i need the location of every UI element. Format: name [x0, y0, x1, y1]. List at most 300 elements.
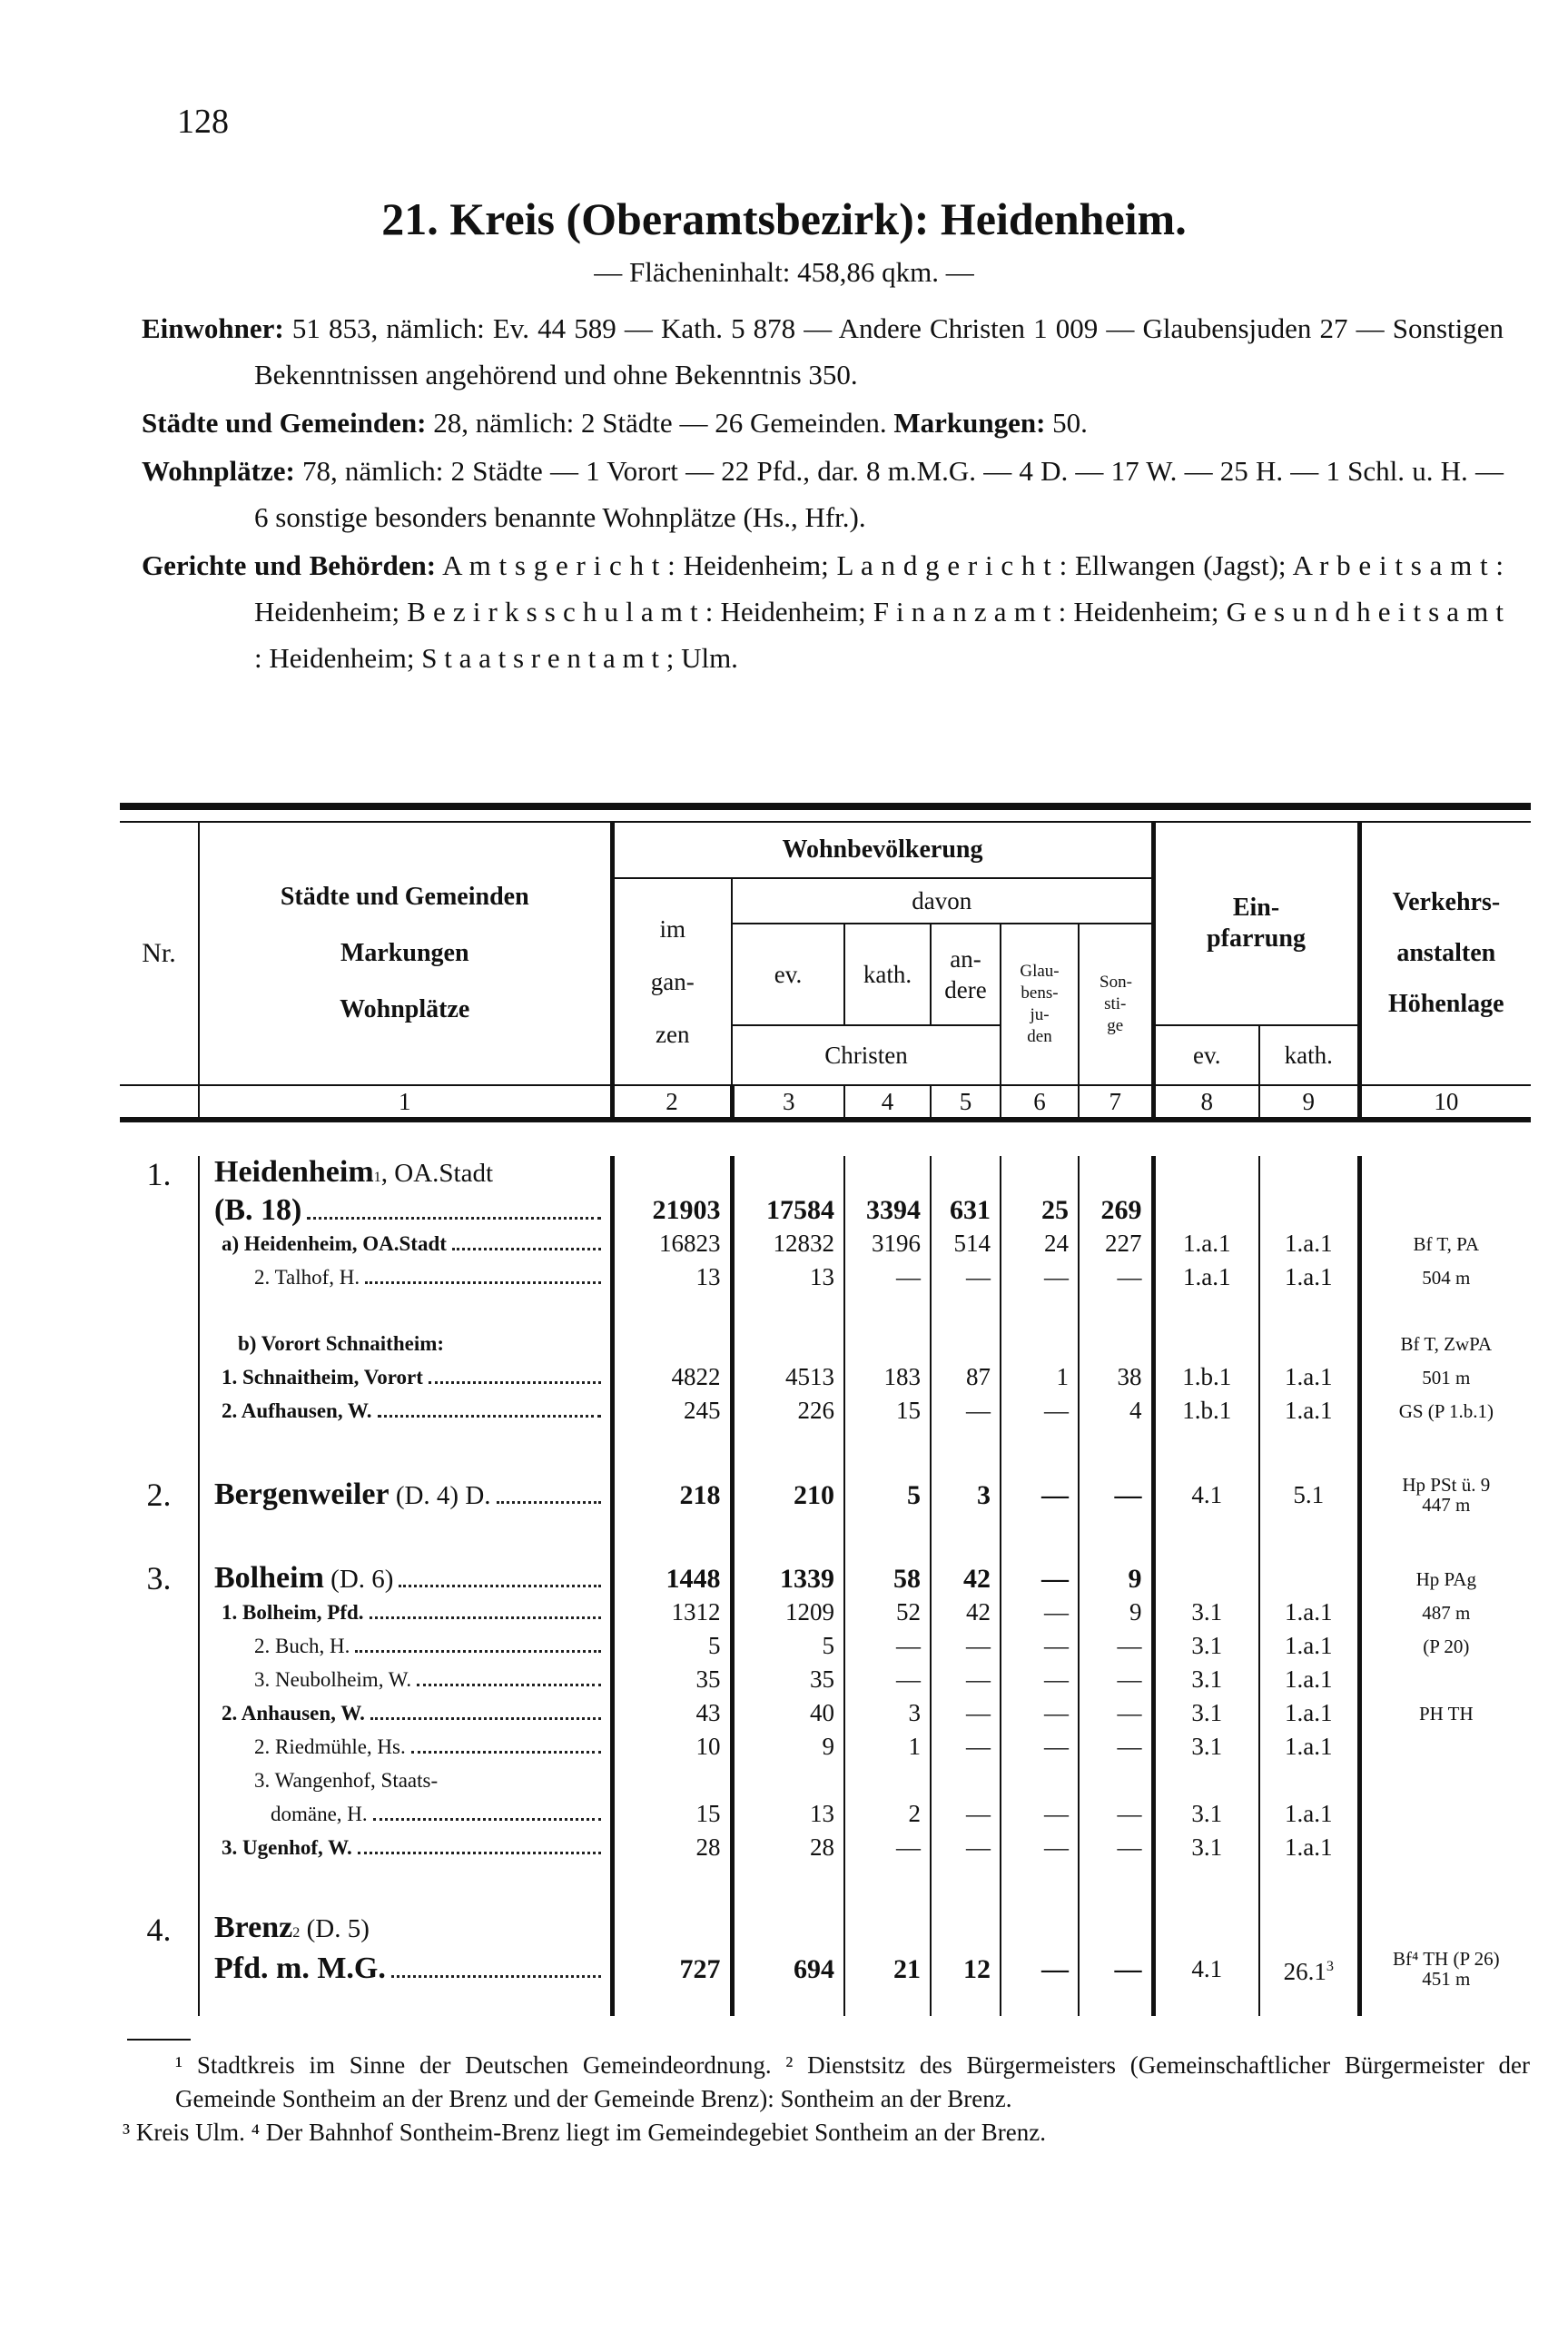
value-andere: —: [931, 1260, 1001, 1294]
value-pf-kath: [1259, 1764, 1359, 1797]
verkehr-text: Hp PSt ü. 9: [1402, 1474, 1491, 1496]
place-suffix: , OA.Stadt: [380, 1159, 494, 1188]
row-name-cell: [199, 1327, 612, 1360]
value-kath: 2: [844, 1797, 931, 1831]
intro-text: 51 853, nämlich: Ev. 44 589 — Kath. 5 878 — Andere Christen 1 009 — Glaubensjuden 27 — Sonstigen Bekenntnissen angehörend und ohne Bekenntnis 350.: [254, 312, 1504, 390]
row-name-cell: [199, 1912, 612, 1949]
value-ev: 1339: [732, 1562, 844, 1596]
value-kath: 3196: [844, 1227, 931, 1260]
value-sonstige: 4: [1079, 1394, 1153, 1428]
verkehr-text: 501 m: [1422, 1366, 1471, 1388]
verkehr-cell: [1359, 1394, 1531, 1428]
intro-label: Gerichte und Behörden:: [142, 549, 437, 581]
row-name-wrap: [205, 1328, 605, 1359]
value-juden: —: [1001, 1831, 1079, 1864]
spacer-cell: [612, 1515, 732, 1562]
table-header: [120, 806, 1531, 1120]
row-spacer: [120, 1294, 1531, 1327]
row-name-wrap: [205, 1630, 605, 1662]
intro-text: 50.: [1045, 407, 1088, 439]
spacer-cell: [612, 1989, 732, 2016]
value-pf-kath: 1.a.1: [1259, 1394, 1359, 1428]
table-row: [120, 1797, 1531, 1831]
row-name-cell: [199, 1797, 612, 1831]
value-andere: 42: [931, 1596, 1001, 1629]
value-juden: 1: [1001, 1360, 1079, 1394]
place-name: domäne, H.: [271, 1803, 368, 1825]
value-total: 43: [612, 1696, 732, 1730]
value-juden: [1001, 1764, 1079, 1797]
spacer-cell: [732, 1515, 844, 1562]
spacer-cell: [120, 1515, 199, 1562]
value-ev: 12832: [732, 1227, 844, 1260]
value-kath: 1: [844, 1730, 931, 1764]
row-number: [120, 1327, 199, 1360]
value-andere: 3: [931, 1475, 1001, 1515]
value-total: [612, 1327, 732, 1360]
column-number: 1: [199, 1085, 612, 1120]
header-name-line: Markungen: [340, 939, 469, 967]
value-pf-ev: 4.1: [1153, 1475, 1259, 1515]
value-kath: —: [844, 1663, 931, 1696]
row-number: [120, 1797, 199, 1831]
value-kath: —: [844, 1831, 931, 1864]
leader-dots: [497, 1501, 601, 1504]
value-sonstige: 38: [1079, 1360, 1153, 1394]
verkehr-text: (P 20): [1423, 1635, 1470, 1657]
spacer-cell: [1079, 1428, 1153, 1475]
value-ev: 28: [732, 1831, 844, 1864]
value-sonstige: —: [1079, 1730, 1153, 1764]
column-number: 9: [1259, 1085, 1359, 1120]
header-andere: an- dere: [931, 924, 1001, 1025]
value-sonstige: —: [1079, 1663, 1153, 1696]
value-sonstige: [1079, 1912, 1153, 1949]
value-pf-kath: 1.a.1: [1259, 1696, 1359, 1730]
value-kath: [844, 1156, 931, 1193]
value-pf-ev: 3.1: [1153, 1831, 1259, 1864]
table-row: [120, 1360, 1531, 1394]
row-name-wrap: [205, 1261, 605, 1293]
value-kath: 3: [844, 1696, 931, 1730]
value-kath: 183: [844, 1360, 931, 1394]
verkehr-text: 504 m: [1422, 1266, 1471, 1289]
row-number: [120, 1596, 199, 1629]
value-sonstige: —: [1079, 1475, 1153, 1515]
row-number: [120, 1394, 199, 1428]
header-christen: Christen: [732, 1025, 1001, 1085]
spacer-cell: [844, 1989, 931, 2016]
intro-wohnplaetze: [142, 448, 1504, 540]
column-number: 3: [732, 1085, 844, 1120]
place-name: Bolheim: [214, 1561, 324, 1595]
value-juden: 24: [1001, 1227, 1079, 1260]
verkehr-cell: [1359, 1475, 1531, 1515]
intro-label: Städte und Gemeinden:: [142, 407, 427, 439]
value-juden: [1001, 1327, 1079, 1360]
value-pf-ev: 1.b.1: [1153, 1360, 1259, 1394]
verkehr-cell: [1359, 1730, 1531, 1764]
spacer-cell: [1001, 1515, 1079, 1562]
leader-dots: [417, 1684, 600, 1686]
spacer-cell: [844, 1428, 931, 1475]
value-pf-ev: 4.1: [1153, 1949, 1259, 1989]
verkehr-text: PH TH: [1418, 1702, 1474, 1724]
spacer-cell: [1153, 1989, 1259, 2016]
value-pf-kath: 1.a.1: [1259, 1360, 1359, 1394]
verkehr-cell: [1359, 1596, 1531, 1629]
spacer-cell: [1079, 1294, 1153, 1327]
row-name-cell: [199, 1562, 612, 1596]
value-sonstige: [1079, 1327, 1153, 1360]
value-andere: —: [931, 1831, 1001, 1864]
value-sonstige: 227: [1079, 1227, 1153, 1260]
row-name-wrap: [205, 1361, 605, 1393]
table-row: [120, 1663, 1531, 1696]
spacer-cell: [1359, 1294, 1531, 1327]
value-ev: 4513: [732, 1360, 844, 1394]
leader-dots: [378, 1415, 601, 1418]
value-sonstige: —: [1079, 1260, 1153, 1294]
value-kath: 21: [844, 1949, 931, 1989]
place-name: 2. Talhof, H.: [254, 1266, 360, 1289]
place-name: 3. Neubolheim, W.: [254, 1668, 412, 1691]
spacer-cell: [732, 1864, 844, 1912]
spacer-cell: [1259, 1294, 1359, 1327]
value-ev: 13: [732, 1260, 844, 1294]
spacer-cell: [1079, 1864, 1153, 1912]
footnote: ³ Kreis Ulm. ⁴ Der Bahnhof Sontheim-Brenz liegt im Gemeindegebiet Sontheim an der Brenz.: [123, 2119, 1047, 2146]
leader-dots: [307, 1217, 600, 1220]
spacer-cell: [1079, 1515, 1153, 1562]
intro-section: [142, 305, 1504, 683]
row-name-cell: [199, 1227, 612, 1260]
value-ev: 17584: [732, 1193, 844, 1227]
value-andere: 42: [931, 1562, 1001, 1596]
value-pf-ev: 3.1: [1153, 1797, 1259, 1831]
spacer-cell: [1153, 1864, 1259, 1912]
value-total: 21903: [612, 1193, 732, 1227]
intro-behoerden: [142, 542, 1504, 681]
verkehr-cell: [1359, 1831, 1531, 1864]
spacer-cell: [1153, 1428, 1259, 1475]
row-name-wrap: [205, 1562, 605, 1596]
row-name-wrap: [205, 1912, 605, 1949]
table-row: [120, 1394, 1531, 1428]
value-kath: —: [844, 1629, 931, 1663]
spacer-cell: [732, 1294, 844, 1327]
place-name: 2. Anhausen, W.: [222, 1702, 365, 1724]
row-name-wrap: [205, 1952, 605, 1985]
value-andere: —: [931, 1663, 1001, 1696]
row-name-wrap: [205, 1697, 605, 1729]
value-juden: —: [1001, 1475, 1079, 1515]
header-im-ganzen: im gan- zen: [612, 878, 732, 1085]
spacer-cell: [931, 1989, 1001, 2016]
verkehr-cell: [1359, 1764, 1531, 1797]
value-andere: [931, 1912, 1001, 1949]
place-name: Brenz: [214, 1911, 293, 1944]
value-total: 5: [612, 1629, 732, 1663]
value-total: 1448: [612, 1562, 732, 1596]
page-number: 128: [177, 103, 229, 141]
place-name: 3. Ugenhof, W.: [222, 1836, 352, 1859]
row-name-cell: [199, 1260, 612, 1294]
value-pf-ev: [1153, 1327, 1259, 1360]
place-suffix: (D. 4) D.: [389, 1480, 491, 1510]
value-pf-kath: 1.a.1: [1259, 1663, 1359, 1696]
place-name: 1. Bolheim, Pfd.: [222, 1601, 364, 1624]
intro-label: Wohnplätze:: [142, 455, 295, 487]
header-verkehr: Verkehrs- anstalten Höhenlage: [1359, 822, 1531, 1085]
value-ev: 226: [732, 1394, 844, 1428]
value-pf-kath: [1259, 1949, 1359, 1989]
spacer-cell: [1153, 1294, 1259, 1327]
header-davon: davon: [732, 878, 1153, 924]
verkehr-cell: [1359, 1562, 1531, 1596]
value-andere: 12: [931, 1949, 1001, 1989]
value-pf-kath: 1.a.1: [1259, 1260, 1359, 1294]
row-number: [120, 1193, 199, 1227]
place-name: Pfd. m. M.G.: [214, 1952, 386, 1985]
row-name-wrap: [205, 1156, 605, 1193]
header-name-line: Wohnplätze: [340, 995, 470, 1023]
value-pf-kath: 1.a.1: [1259, 1831, 1359, 1864]
verkehr-text: 487 m: [1422, 1601, 1471, 1624]
value-ev: 40: [732, 1696, 844, 1730]
place-name: b) Vorort Schnaitheim:: [238, 1332, 445, 1355]
spacer-cell: [931, 1864, 1001, 1912]
value-kath: [844, 1912, 931, 1949]
value-pf-ev: 3.1: [1153, 1629, 1259, 1663]
verkehr-cell: [1359, 1696, 1531, 1730]
leader-dots: [365, 1281, 600, 1284]
value-kath: 58: [844, 1562, 931, 1596]
column-number-row: [120, 1085, 1531, 1120]
value-pf-ev: 3.1: [1153, 1663, 1259, 1696]
spacer-cell: [844, 1864, 931, 1912]
footnote-ref: 2: [292, 1924, 301, 1941]
spacer-cell: [732, 1428, 844, 1475]
value-andere: [931, 1156, 1001, 1193]
value-juden: [1001, 1156, 1079, 1193]
row-name-cell: [199, 1831, 612, 1864]
value-total: [612, 1912, 732, 1949]
spacer-cell: [612, 1294, 732, 1327]
value-kath: —: [844, 1260, 931, 1294]
table-row: [120, 1764, 1531, 1797]
intro-text: A m t s g e r i c h t : Heidenheim; L a n d g e r i c h t : Ellwangen (Jagst); A r b e i t s a m t : Heidenheim; B e z i r k s s c h u l a m t : Heidenheim; F i n a n z a m t : Heidenheim; G e s u n d h e i t s a m t : Heidenheim; S t a a t s r e n t a m t ; Ulm.: [254, 549, 1504, 674]
value-pf-ev: 3.1: [1153, 1596, 1259, 1629]
spacer-cell: [1001, 1294, 1079, 1327]
spacer-cell: [612, 1864, 732, 1912]
place-name: 2. Aufhausen, W.: [222, 1399, 372, 1422]
spacer-cell: [199, 1515, 612, 1562]
spacer-cell: [931, 1428, 1001, 1475]
header-pf-ev: ev.: [1153, 1025, 1259, 1085]
area-subtitle: — Flächeninhalt: 458,86 qkm. —: [594, 256, 974, 288]
row-name-wrap: [205, 1478, 605, 1512]
spacer-cell: [199, 1864, 612, 1912]
header-name: [199, 822, 612, 1085]
spacer-cell: [1079, 1989, 1153, 2016]
value-pf-kath: [1259, 1912, 1359, 1949]
row-number: [120, 1629, 199, 1663]
value-pf-ev: [1153, 1764, 1259, 1797]
row-name-cell: [199, 1696, 612, 1730]
value-total: 727: [612, 1949, 732, 1989]
table-row: [120, 1156, 1531, 1193]
table-row: [120, 1193, 1531, 1227]
column-number: 4: [844, 1085, 931, 1120]
row-name-cell: [199, 1394, 612, 1428]
row-number: [120, 1260, 199, 1294]
verkehr-cell: [1359, 1663, 1531, 1696]
place-name: (B. 18): [214, 1192, 302, 1227]
row-number: [120, 1949, 199, 1989]
intro-einwohner: [142, 305, 1504, 398]
row-name-wrap: [205, 1731, 605, 1763]
value-total: 1312: [612, 1596, 732, 1629]
leader-dots: [373, 1818, 601, 1821]
value-total: 13: [612, 1260, 732, 1294]
spacer-cell: [1259, 1515, 1359, 1562]
place-name: 3. Wangenhof, Staats-: [254, 1769, 439, 1792]
row-name-cell: [199, 1596, 612, 1629]
intro-text: 78, nämlich: 2 Städte — 1 Vorort — 22 Pfd., dar. 8 m.M.G. — 4 D. — 17 W. — 25 H. — 1 Schl. u. H. — 6 sonstige besonders benannte Wohnplätze (Hs., Hfr.).: [254, 455, 1504, 533]
value-juden: [1001, 1912, 1079, 1949]
footnote-ref: 3: [1326, 1957, 1334, 1974]
row-name-cell: [199, 1360, 612, 1394]
spacer-cell: [199, 1989, 612, 2016]
verkehr-cell: [1359, 1949, 1531, 1989]
header-kath: kath.: [844, 924, 931, 1025]
value-pf-ev: [1153, 1562, 1259, 1596]
value-pf-kath: [1259, 1327, 1359, 1360]
value-total: 15: [612, 1797, 732, 1831]
value-ev: 1209: [732, 1596, 844, 1629]
row-name-cell: [199, 1475, 612, 1515]
value-pf-kath: 1.a.1: [1259, 1797, 1359, 1831]
value-juden: —: [1001, 1696, 1079, 1730]
row-name-cell: [199, 1764, 612, 1797]
value-total: 10: [612, 1730, 732, 1764]
row-name-wrap: [205, 1228, 605, 1260]
leader-dots: [411, 1751, 601, 1754]
leader-dots: [370, 1616, 601, 1619]
spacer-cell: [931, 1294, 1001, 1327]
footnote: ¹ Stadtkreis im Sinne der Deutschen Gemeindeordnung. ² Dienstsitz des Bürgermeisters (Gemeinschaftlicher Bürgermeister der Gemeinde Sontheim an der Brenz und der Gemeinde Brenz): Sontheim an der Brenz.: [175, 2051, 1530, 2112]
value-ev: 210: [732, 1475, 844, 1515]
header-einpfarrung: Ein- pfarrung: [1153, 822, 1359, 1025]
spacer-cell: [199, 1428, 612, 1475]
row-number: [120, 1663, 199, 1696]
value-sonstige: 9: [1079, 1562, 1153, 1596]
place-suffix: (D. 6): [323, 1565, 394, 1594]
value-pf-ev: 1.a.1: [1153, 1260, 1259, 1294]
row-name-cell: [199, 1156, 612, 1193]
row-name-cell: [199, 1663, 612, 1696]
intro-text: 28, nämlich: 2 Städte — 26 Gemeinden.: [426, 407, 894, 439]
value-ev: 13: [732, 1797, 844, 1831]
statistics-table: [120, 803, 1531, 2016]
page-title: 21. Kreis (Oberamtsbezirk): Heidenheim.: [381, 193, 1187, 244]
place-name: 1. Schnaitheim, Vorort: [222, 1366, 423, 1388]
leader-dots: [370, 1717, 601, 1720]
value-sonstige: 9: [1079, 1596, 1153, 1629]
row-name-wrap: [205, 1194, 605, 1227]
row-number: 1.: [146, 1156, 172, 1192]
column-number-blank: [120, 1085, 199, 1120]
value-pf-kath: [1259, 1156, 1359, 1193]
value-juden: —: [1001, 1663, 1079, 1696]
header-ev: ev.: [732, 924, 844, 1025]
table-row: [120, 1475, 1531, 1515]
value-juden: —: [1001, 1562, 1079, 1596]
verkehr-text: Bf T, PA: [1413, 1232, 1480, 1255]
leader-dots: [429, 1381, 601, 1384]
row-name-wrap: [205, 1764, 605, 1796]
row-number: 2.: [146, 1476, 172, 1513]
table-row: [120, 1227, 1531, 1260]
table-row: [120, 1629, 1531, 1663]
value-ev: 694: [732, 1949, 844, 1989]
spacer-cell: [199, 1294, 612, 1327]
spacer-cell: [1359, 1864, 1531, 1912]
footnote-rule: [127, 2039, 191, 2041]
row-number: 3.: [146, 1560, 172, 1596]
spacer-cell: [120, 1428, 199, 1475]
table-row: [120, 1696, 1531, 1730]
spacer-cell: [1359, 1989, 1531, 2016]
column-number: 6: [1001, 1085, 1079, 1120]
row-name-cell: [199, 1730, 612, 1764]
value-andere: 631: [931, 1193, 1001, 1227]
row-name-cell: [199, 1629, 612, 1663]
row-name-cell: [199, 1193, 612, 1227]
value-total: 16823: [612, 1227, 732, 1260]
row-number: [120, 1831, 199, 1864]
table-row: [120, 1596, 1531, 1629]
value-kath: 3394: [844, 1193, 931, 1227]
spacer-cell: [1001, 1864, 1079, 1912]
table-row: [120, 1912, 1531, 1949]
row-name-wrap: [205, 1798, 605, 1830]
value-pf-kath: 1.a.1: [1259, 1730, 1359, 1764]
row-spacer: [120, 1515, 1531, 1562]
value-andere: —: [931, 1730, 1001, 1764]
value-pf-kath: 5.1: [1259, 1475, 1359, 1515]
verkehr-cell: [1359, 1327, 1531, 1360]
header-sonstige: Son- sti- ge: [1079, 924, 1153, 1085]
row-name-wrap: [205, 1664, 605, 1695]
leader-dots: [391, 1975, 601, 1978]
header-name-line: Städte und Gemeinden: [280, 883, 529, 911]
place-name: a) Heidenheim, OA.Stadt: [222, 1232, 447, 1255]
value-pf-kath: [1259, 1193, 1359, 1227]
intro-label: Einwohner:: [142, 312, 284, 344]
value-pf-kath: 1.a.1: [1259, 1629, 1359, 1663]
place-suffix: (D. 5): [300, 1914, 370, 1943]
verkehr-cell: [1359, 1227, 1531, 1260]
verkehr-cell: [1359, 1797, 1531, 1831]
leader-dots: [452, 1248, 601, 1250]
value-pf-ev: 3.1: [1153, 1696, 1259, 1730]
value-pf-kath: 1.a.1: [1259, 1227, 1359, 1260]
value-total: [612, 1764, 732, 1797]
hoehenlage-text: 447 m: [1422, 1494, 1471, 1516]
intro-staedte: [142, 400, 1504, 446]
